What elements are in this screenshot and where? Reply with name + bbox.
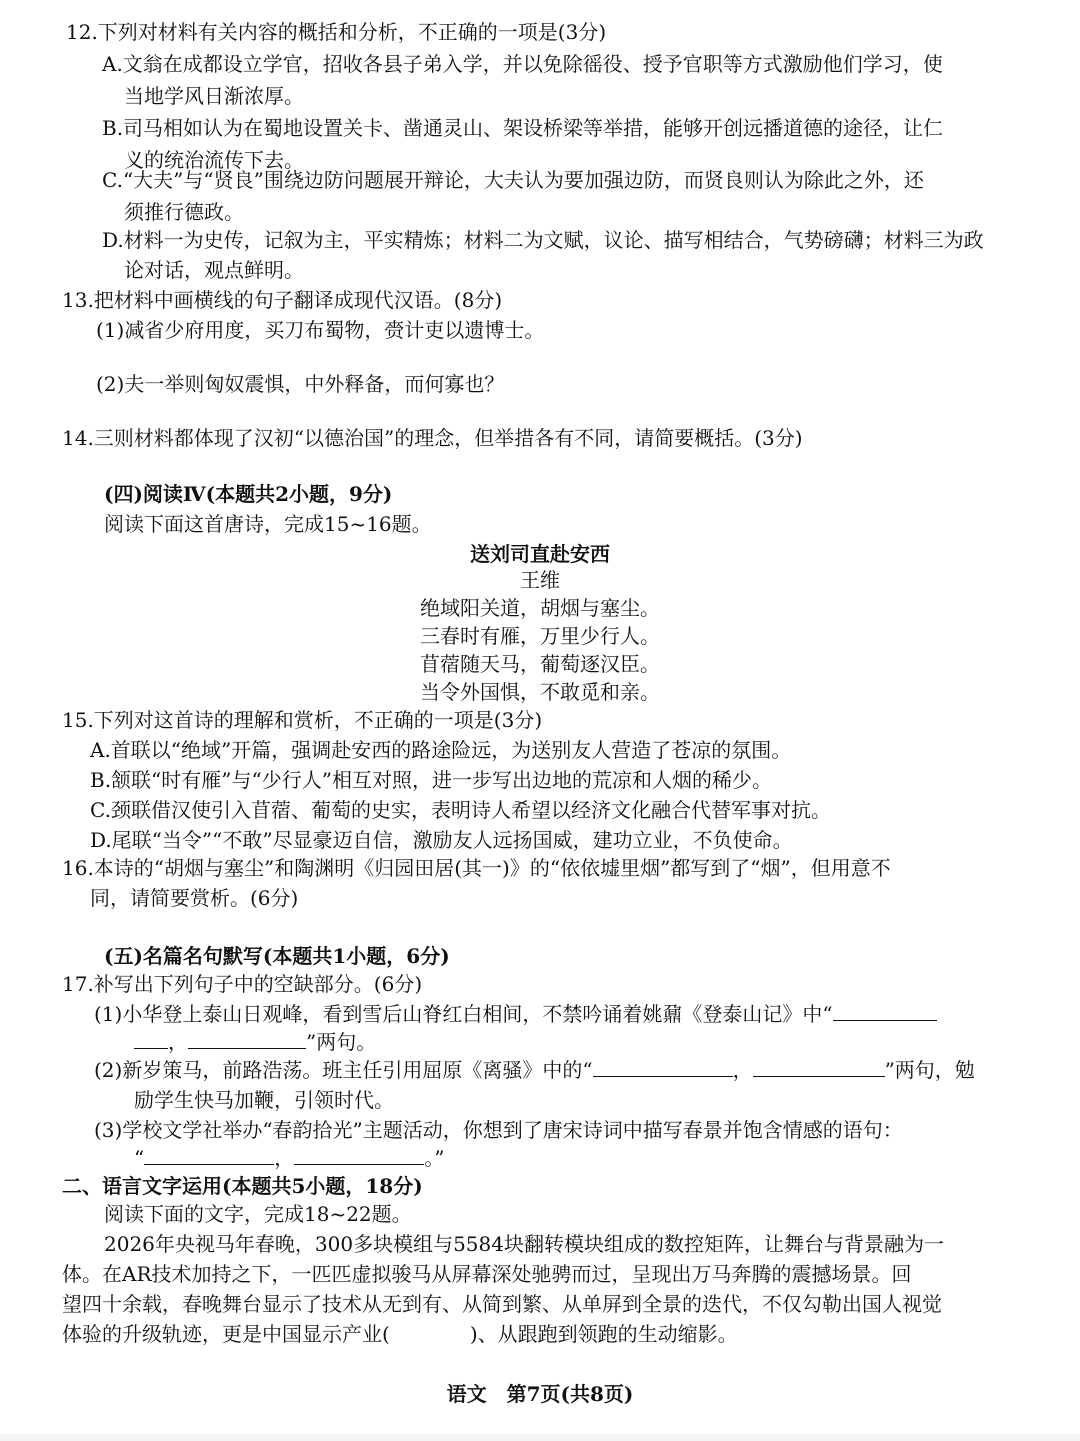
q17-item-2-comma: ， — [732, 1058, 753, 1082]
q17-item-3-line2 — [134, 1144, 444, 1172]
q12-option-b-line1: B.司马相如认为在蜀地设置关卡、凿通灵山、架设桥梁等举措，能够开创远播道德的途径，让仁 — [102, 116, 944, 140]
q17-item-3-close: 。” — [424, 1146, 445, 1170]
q16-stem-line1: 16.本诗的“胡烟与塞尘”和陶渊明《归园田居(其一)》的“依依墟里烟”都写到了“烟”，但用意不 — [62, 856, 891, 880]
answer-blank[interactable] — [753, 1056, 885, 1077]
poem-line: 当令外国惧，不敢觅和亲。 — [420, 680, 660, 704]
part-2-heading: 二、语言文字运用(本题共5小题，18分) — [62, 1174, 423, 1198]
q15-stem: 15.下列对这首诗的理解和赏析，不正确的一项是(3分) — [62, 708, 543, 732]
q12-stem: 12.下列对材料有关内容的概括和分析，不正确的一项是(3分) — [66, 20, 607, 44]
q12-option-c-line2: 须推行德政。 — [124, 200, 244, 224]
q12-option-c-line1: C.“大夫”与“贤良”围绕边防问题展开辩论，大夫认为要加强边防，而贤良则认为除此之外，还 — [102, 168, 924, 192]
q17-item-2-suffix: ”两句，勉 — [884, 1058, 975, 1082]
q12-option-a-line1: A.文翁在成都设立学官，招收各县子弟入学，并以免除徭役、授予官职等方式激励他们学习，使 — [102, 52, 943, 76]
q17-item-1-suffix: ”两句。 — [306, 1030, 377, 1054]
section-4-heading: (四)阅读Ⅳ(本题共2小题，9分) — [104, 482, 393, 506]
q17-item-3-comma: ， — [274, 1146, 295, 1170]
passage-line-end: )、从跟跑到领跑的生动缩影。 — [469, 1322, 738, 1346]
q17-item-1-line1 — [94, 1000, 937, 1028]
poem-title: 送刘司直赴安西 — [470, 542, 610, 566]
answer-blank[interactable] — [833, 1000, 937, 1021]
passage-line — [62, 1320, 738, 1348]
q15-option-d: D.尾联“当令”“不敢”尽显豪迈自信，激励友人远扬国威，建功立业，不负使命。 — [90, 828, 793, 852]
passage-line: 体。在AR技术加持之下，一匹匹虚拟骏马从屏幕深处驰骋而过，呈现出万马奔腾的震撼场景。回 — [62, 1262, 912, 1286]
q12-option-a-line2: 当地学风日渐浓厚。 — [124, 84, 304, 108]
answer-blank[interactable] — [294, 1144, 424, 1165]
q14-stem: 14.三则材料都体现了汉初“以德治国”的理念，但举措各有不同，请简要概括。(3分) — [62, 426, 803, 450]
poem-line: 三春时有雁，万里少行人。 — [420, 624, 660, 648]
q13-sentence-2: (2)夫一举则匈奴震惧，中外释备，而何寡也？ — [96, 372, 505, 396]
passage-line-start: 体验的升级轨迹，更是中国显示产业( — [62, 1322, 390, 1346]
poem-author: 王维 — [520, 568, 560, 592]
q17-stem: 17.补写出下列句子中的空缺部分。(6分) — [62, 972, 423, 996]
q15-option-c: C.颈联借汉使引入苜蓿、葡萄的史实，表明诗人希望以经济文化融合代替军事对抗。 — [90, 798, 831, 822]
answer-blank[interactable] — [134, 1028, 168, 1049]
q17-item-1-comma: ， — [168, 1030, 188, 1054]
q17-item-1-line2 — [134, 1028, 376, 1056]
answer-blank[interactable] — [593, 1056, 733, 1077]
q15-option-a: A.首联以“绝域”开篇，强调赴安西的路途险远，为送别友人营造了苍凉的氛围。 — [90, 738, 792, 762]
q17-item-3-line1: (3)学校文学社举办“春韵拾光”主题活动，你想到了唐宋诗词中描写春景并饱含情感的语句： — [94, 1118, 903, 1142]
page-footer: 语文 第7页(共8页) — [446, 1382, 634, 1406]
section-5-heading: (五)名篇名句默写(本题共1小题，6分) — [104, 944, 450, 968]
q12-option-d-line1: D.材料一为史传，记叙为主，平实精炼；材料二为文赋，议论、描写相结合，气势磅礴；材料三为政 — [102, 228, 984, 252]
q13-sentence-1: (1)减省少府用度，买刀布蜀物，赍计吏以遗博士。 — [96, 318, 545, 342]
passage-line: 望四十余载，春晚舞台显示了技术从无到有、从简到繁、从单屏到全景的迭代，不仅勾勒出国人视觉 — [62, 1292, 942, 1316]
part-2-intro: 阅读下面的文字，完成18~22题。 — [104, 1202, 412, 1226]
q17-item-2-line2: 励学生快马加鞭，引领时代。 — [134, 1088, 394, 1112]
page-edge — [0, 1434, 1080, 1441]
answer-blank[interactable] — [188, 1028, 306, 1049]
q17-item-2-prompt: (2)新岁策马，前路浩荡。班主任引用屈原《离骚》中的“ — [94, 1058, 593, 1082]
q17-item-1-prompt: (1)小华登上泰山日观峰，看到雪后山脊红白相间，不禁吟诵着姚鼐《登泰山记》中“ — [94, 1002, 833, 1026]
q15-option-b: B.颔联“时有雁”与“少行人”相互对照，进一步写出边地的荒凉和人烟的稀少。 — [90, 768, 772, 792]
q12-option-d-line2: 论对话，观点鲜明。 — [124, 258, 304, 282]
poem-line: 苜蓿随天马，葡萄逐汉臣。 — [420, 652, 660, 676]
q13-stem: 13.把材料中画横线的句子翻译成现代汉语。(8分) — [62, 288, 503, 312]
q16-stem-line2: 同，请简要赏析。(6分) — [90, 886, 299, 910]
answer-blank[interactable] — [144, 1144, 274, 1165]
section-4-intro: 阅读下面这首唐诗，完成15~16题。 — [104, 512, 432, 536]
q17-item-2-line1 — [94, 1056, 975, 1084]
passage-line: 2026年央视马年春晚，300多块模组与5584块翻转模块组成的数控矩阵，让舞台与背景融为一 — [104, 1232, 944, 1256]
poem-line: 绝域阳关道，胡烟与塞尘。 — [420, 596, 660, 620]
q12-option-b-line2: 义的统治流传下去。 — [124, 148, 304, 172]
q17-item-3-open-quote: “ — [134, 1146, 145, 1170]
